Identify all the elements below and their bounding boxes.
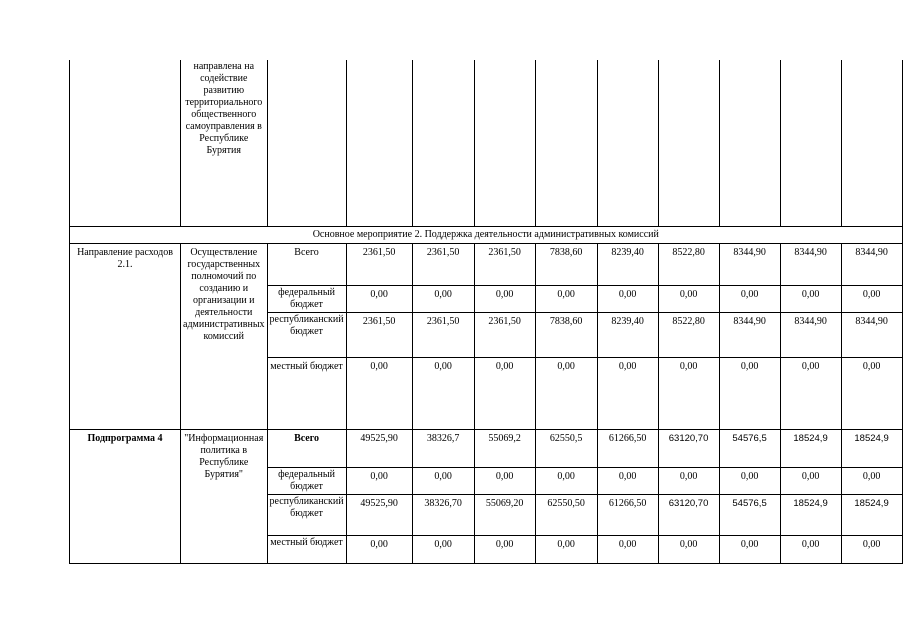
value-cell: 0,00 — [412, 467, 474, 494]
value-cell: 7838,60 — [535, 243, 597, 285]
continuation-cell — [535, 60, 597, 226]
value-cell: 54576,5 — [719, 429, 780, 467]
value-cell: 8522,80 — [658, 243, 719, 285]
row-label: местный бюджет — [267, 357, 346, 429]
row-label: республиканский бюджет — [267, 312, 346, 357]
value-cell: 0,00 — [719, 535, 780, 563]
direction-description: Осуществление государственных полномочий по созданию и организации и деятельности административных комиссий — [181, 243, 268, 429]
value-cell: 0,00 — [841, 467, 902, 494]
value-cell: 2361,50 — [474, 312, 535, 357]
value-cell: 0,00 — [658, 467, 719, 494]
value-cell: 0,00 — [412, 285, 474, 312]
continuation-cell — [780, 60, 841, 226]
continuation-description: направлена на содействие развитию территориального общественного самоуправления в Республике Бурятия — [181, 60, 268, 226]
value-cell: 55069,2 — [474, 429, 535, 467]
value-cell: 0,00 — [412, 357, 474, 429]
value-cell: 0,00 — [780, 357, 841, 429]
value-cell: 2361,50 — [474, 243, 535, 285]
continuation-cell — [841, 60, 902, 226]
value-cell: 0,00 — [780, 467, 841, 494]
value-cell: 18524,9 — [780, 494, 841, 535]
value-cell: 8344,90 — [841, 243, 902, 285]
value-cell: 0,00 — [474, 535, 535, 563]
value-cell: 0,00 — [719, 285, 780, 312]
value-cell: 0,00 — [346, 357, 412, 429]
value-cell: 0,00 — [412, 535, 474, 563]
value-cell: 2361,50 — [346, 243, 412, 285]
value-cell: 63120,70 — [658, 429, 719, 467]
value-cell: 0,00 — [780, 535, 841, 563]
row-label: Всего — [267, 243, 346, 285]
value-cell: 8522,80 — [658, 312, 719, 357]
value-cell: 0,00 — [474, 467, 535, 494]
continuation-cell — [412, 60, 474, 226]
value-cell: 2361,50 — [346, 312, 412, 357]
row-label: республиканский бюджет — [267, 494, 346, 535]
value-cell: 8344,90 — [780, 312, 841, 357]
continuation-cell — [474, 60, 535, 226]
table-row — [70, 429, 903, 467]
value-cell: 0,00 — [474, 357, 535, 429]
value-cell: 0,00 — [719, 357, 780, 429]
value-cell: 8239,40 — [597, 243, 658, 285]
budget-table — [69, 60, 903, 564]
value-cell: 49525,90 — [346, 429, 412, 467]
continuation-cell — [658, 60, 719, 226]
row-label: Всего — [267, 429, 346, 467]
row-label: местный бюджет — [267, 535, 346, 563]
subprogram-label: Подпрограмма 4 — [70, 429, 181, 563]
value-cell: 0,00 — [535, 535, 597, 563]
value-cell: 8344,90 — [719, 312, 780, 357]
value-cell: 0,00 — [658, 357, 719, 429]
value-cell: 62550,50 — [535, 494, 597, 535]
value-cell: 8344,90 — [780, 243, 841, 285]
value-cell: 55069,20 — [474, 494, 535, 535]
continuation-cell — [267, 60, 346, 226]
value-cell: 18524,9 — [841, 429, 902, 467]
value-cell: 8344,90 — [841, 312, 902, 357]
value-cell: 0,00 — [841, 357, 902, 429]
value-cell: 49525,90 — [346, 494, 412, 535]
section-header: Основное мероприятие 2. Поддержка деятельности административных комиссий — [70, 226, 903, 243]
value-cell: 38326,7 — [412, 429, 474, 467]
value-cell: 0,00 — [535, 285, 597, 312]
value-cell: 18524,9 — [841, 494, 902, 535]
value-cell: 18524,9 — [780, 429, 841, 467]
value-cell: 0,00 — [535, 467, 597, 494]
value-cell: 0,00 — [780, 285, 841, 312]
value-cell: 0,00 — [597, 357, 658, 429]
value-cell: 0,00 — [658, 535, 719, 563]
value-cell: 0,00 — [597, 535, 658, 563]
value-cell: 0,00 — [658, 285, 719, 312]
value-cell: 2361,50 — [412, 312, 474, 357]
section-header-row — [70, 226, 903, 243]
value-cell: 0,00 — [597, 285, 658, 312]
subprogram-description: "Информационная политика в Республике Бурятия" — [181, 429, 268, 563]
value-cell: 0,00 — [841, 535, 902, 563]
value-cell: 0,00 — [346, 467, 412, 494]
value-cell: 8239,40 — [597, 312, 658, 357]
value-cell: 8344,90 — [719, 243, 780, 285]
row-label: федеральный бюджет — [267, 467, 346, 494]
value-cell: 61266,50 — [597, 494, 658, 535]
value-cell: 0,00 — [474, 285, 535, 312]
continuation-cell — [719, 60, 780, 226]
value-cell: 54576,5 — [719, 494, 780, 535]
value-cell: 0,00 — [346, 285, 412, 312]
value-cell: 2361,50 — [412, 243, 474, 285]
continuation-cell — [597, 60, 658, 226]
value-cell: 63120,70 — [658, 494, 719, 535]
value-cell: 38326,70 — [412, 494, 474, 535]
value-cell: 7838,60 — [535, 312, 597, 357]
value-cell: 61266,50 — [597, 429, 658, 467]
continuation-row — [70, 60, 903, 226]
continuation-col1 — [70, 60, 181, 226]
value-cell: 0,00 — [535, 357, 597, 429]
value-cell: 0,00 — [719, 467, 780, 494]
value-cell: 62550,5 — [535, 429, 597, 467]
continuation-cell — [346, 60, 412, 226]
value-cell: 0,00 — [597, 467, 658, 494]
row-label: федеральный бюджет — [267, 285, 346, 312]
table-row — [70, 243, 903, 285]
value-cell: 0,00 — [346, 535, 412, 563]
value-cell: 0,00 — [841, 285, 902, 312]
direction-label: Направление расходов 2.1. — [70, 243, 181, 429]
